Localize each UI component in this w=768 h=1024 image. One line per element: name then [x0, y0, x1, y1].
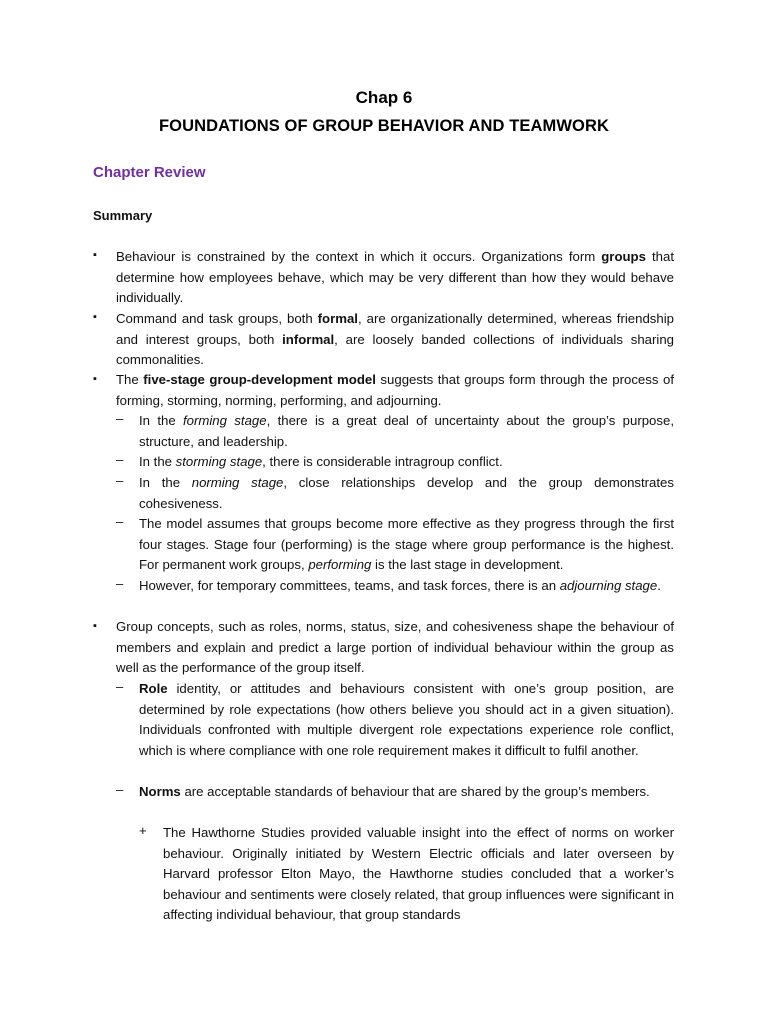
bullet-text: Behaviour is constrained by the context in which it occurs. Organizations form groups that determine how employees behave, which may be very different than how they would behave individually. — [116, 249, 674, 306]
bullet-item — [0, 370, 768, 411]
dash-marker: – — [116, 411, 124, 426]
sub-item-text: In the storming stage, there is considerable intragroup conflict. — [139, 454, 503, 469]
sub-item — [0, 514, 768, 576]
dash-marker: – — [116, 782, 124, 797]
bullet-marker: ▪ — [93, 311, 97, 323]
dash-marker: – — [116, 576, 124, 591]
dash-marker: – — [116, 679, 124, 694]
bullet-item — [0, 617, 768, 679]
bullet-marker: ▪ — [93, 249, 97, 261]
sub-item — [0, 576, 768, 597]
chapter-title: FOUNDATIONS OF GROUP BEHAVIOR AND TEAMWORK — [159, 117, 609, 135]
bullet-marker: ▪ — [93, 620, 97, 632]
sub-item-text: Role identity, or attitudes and behaviours consistent with one’s group position, are determined by role expectations (how others believe you should act in a given situation). Individuals confronted with multiple divergent role expectations experience role conflict, which is where compliance with one role requirement makes it difficult to fulfil another. — [139, 681, 674, 758]
sub-item-text: In the forming stage, there is a great deal of uncertainty about the group’s purpose, structure, and leadership. — [139, 413, 674, 449]
sub-item — [0, 411, 768, 452]
subsection-heading: Summary — [93, 208, 153, 223]
dash-marker: – — [116, 473, 124, 488]
sub-item-text: Norms are acceptable standards of behaviour that are shared by the group’s members. — [139, 784, 650, 799]
bullet-text: Group concepts, such as roles, norms, status, size, and cohesiveness shape the behaviour of members and explain and predict a large portion of individual behaviour within the group as well as the performance of the group itself. — [116, 619, 674, 676]
bullet-item — [0, 309, 768, 371]
sub-item — [0, 679, 768, 761]
plus-marker: + — [139, 823, 147, 838]
sub-item-text: The model assumes that groups become more effective as they progress through the first four stages. Stage four (performing) is the stage where group performance is the highest. For permanent work groups, performing is the last stage in development. — [139, 516, 674, 573]
bullet-item — [0, 247, 768, 309]
sub-item — [0, 452, 768, 473]
sub-item — [0, 473, 768, 514]
chapter-number: Chap 6 — [355, 88, 413, 107]
section-heading: Chapter Review — [93, 164, 206, 181]
bullet-marker: ▪ — [93, 373, 97, 385]
sub-item — [0, 782, 768, 803]
bullet-text: Command and task groups, both formal, are organizationally determined, whereas friendship and interest groups, both informal, are loosely banded collections of individuals sharing commonalities. — [116, 311, 675, 368]
dash-marker: – — [116, 452, 124, 467]
bullet-text: The five-stage group-development model suggests that groups form through the process of forming, storming, norming, performing, and adjourning. — [116, 372, 674, 408]
sub-sub-item-text: The Hawthorne Studies provided valuable insight into the effect of norms on worker behaviour. Originally initiated by Western Electric officials and later overseen by Harvard professor Elton Mayo, the Hawthorne studies concluded that a worker’s behaviour and sentiments were closely related, that group influences were significant in affecting individual behaviour, that group standards — [163, 825, 674, 923]
sub-sub-item — [0, 823, 768, 926]
sub-item-text: In the norming stage, close relationships develop and the group demonstrates cohesiveness. — [139, 475, 674, 511]
sub-item-text: However, for temporary committees, teams, and task forces, there is an adjourning stage. — [139, 578, 661, 593]
dash-marker: – — [116, 514, 124, 529]
